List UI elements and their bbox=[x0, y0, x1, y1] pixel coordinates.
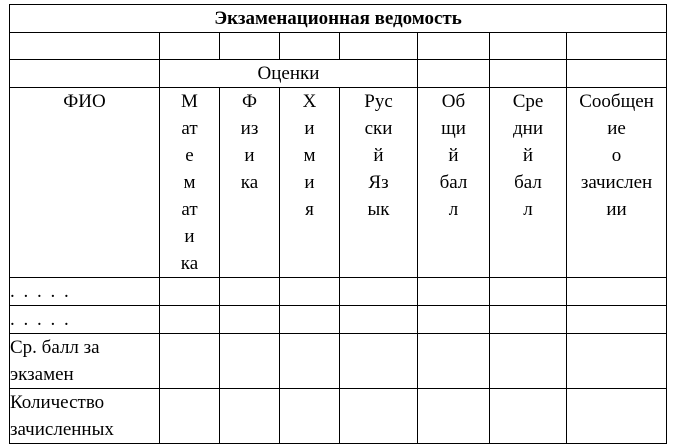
subject-header-line: ка bbox=[240, 172, 259, 193]
subject-header-line: Яз bbox=[368, 172, 389, 193]
subject-header-line: Х bbox=[302, 91, 317, 112]
subject-header-line: и bbox=[244, 145, 255, 166]
subject-header-line: ык bbox=[367, 199, 390, 220]
stat-cell bbox=[567, 389, 667, 444]
subject-header-total-score bbox=[418, 88, 490, 278]
subject-header-line: ка bbox=[180, 253, 199, 274]
stat-cell bbox=[490, 334, 567, 389]
subject-header-line: ие bbox=[607, 118, 626, 139]
subject-header-line: Ф bbox=[241, 91, 257, 112]
blank-cell bbox=[280, 33, 340, 60]
stat-cell bbox=[160, 389, 220, 444]
subject-header-line: л bbox=[448, 199, 459, 220]
student-placeholder: . . . . . bbox=[10, 306, 160, 334]
subject-header-line: ат bbox=[181, 199, 198, 220]
subject-header-line: м bbox=[183, 172, 196, 193]
subject-header-line: ски bbox=[364, 118, 393, 139]
grades-spacer-cell bbox=[10, 60, 160, 88]
subject-header-line: бал bbox=[514, 172, 542, 193]
grade-cell bbox=[280, 278, 340, 306]
stat-label-line: экзамен bbox=[10, 364, 74, 385]
grade-cell bbox=[418, 306, 490, 334]
blank-cell bbox=[418, 33, 490, 60]
subject-header-line: й bbox=[522, 145, 534, 166]
grade-cell bbox=[567, 278, 667, 306]
subject-header-math bbox=[160, 88, 220, 278]
stat-cell bbox=[220, 389, 280, 444]
exam-sheet-table bbox=[9, 4, 667, 444]
student-placeholder: . . . . . bbox=[10, 278, 160, 306]
subject-header-line: Об bbox=[441, 91, 466, 112]
enrolled-count-label bbox=[10, 389, 160, 444]
grade-cell bbox=[340, 278, 418, 306]
blank-cell bbox=[160, 33, 220, 60]
subject-header-line: й bbox=[373, 145, 384, 166]
grade-cell bbox=[418, 278, 490, 306]
subject-header-line: м bbox=[303, 145, 316, 166]
grades-spacer-cell bbox=[567, 60, 667, 88]
subject-header-line: дни bbox=[512, 118, 543, 139]
blank-cell bbox=[10, 33, 160, 60]
stat-cell bbox=[340, 334, 418, 389]
grade-cell bbox=[490, 306, 567, 334]
subject-header-average-score bbox=[490, 88, 567, 278]
subject-header-line: и bbox=[304, 118, 315, 139]
subject-header-line: й bbox=[448, 145, 459, 166]
grades-row bbox=[10, 60, 667, 88]
table-row bbox=[10, 306, 667, 334]
grade-cell bbox=[280, 306, 340, 334]
grade-cell bbox=[220, 306, 280, 334]
stat-label-line: зачисленных bbox=[10, 419, 114, 440]
subject-header-line: л bbox=[523, 199, 533, 220]
subject-header-line: и bbox=[304, 172, 315, 193]
grade-cell bbox=[220, 278, 280, 306]
grade-cell bbox=[490, 278, 567, 306]
stat-label-line: Ср. балл за bbox=[10, 337, 100, 358]
subject-header-line: М bbox=[181, 91, 198, 112]
stat-cell bbox=[160, 334, 220, 389]
subject-header-line: я bbox=[305, 199, 314, 220]
stat-cell bbox=[490, 389, 567, 444]
stat-cell bbox=[567, 334, 667, 389]
grades-label: Оценки bbox=[160, 60, 418, 88]
grades-spacer-cell bbox=[490, 60, 567, 88]
blank-cell bbox=[490, 33, 567, 60]
stats-row-enrolled bbox=[10, 389, 667, 444]
table-row bbox=[10, 278, 667, 306]
average-score-label bbox=[10, 334, 160, 389]
sheet-title: Экзаменационная ведомость bbox=[10, 5, 667, 33]
stat-cell bbox=[220, 334, 280, 389]
subject-header-line: бал bbox=[439, 172, 468, 193]
subject-header-line: Сре bbox=[512, 91, 544, 112]
blank-cell bbox=[340, 33, 418, 60]
subject-header-line: о bbox=[611, 145, 622, 166]
subject-header-russian bbox=[340, 88, 418, 278]
stat-cell bbox=[280, 389, 340, 444]
grade-cell bbox=[340, 306, 418, 334]
subject-header-enrollment-notice bbox=[567, 88, 667, 278]
subject-header-line: е bbox=[185, 145, 194, 166]
subject-header-line: зачислен bbox=[580, 172, 653, 193]
stat-cell bbox=[340, 389, 418, 444]
grade-cell bbox=[160, 306, 220, 334]
blank-row bbox=[10, 33, 667, 60]
grades-spacer-cell bbox=[418, 60, 490, 88]
stat-cell bbox=[280, 334, 340, 389]
grade-cell bbox=[567, 306, 667, 334]
stat-label-line: Количество bbox=[10, 392, 105, 413]
subject-header-line: Сообщен bbox=[579, 91, 654, 112]
subject-header-line: из bbox=[240, 118, 259, 139]
subject-header-physics bbox=[220, 88, 280, 278]
blank-cell bbox=[567, 33, 667, 60]
blank-cell bbox=[220, 33, 280, 60]
stat-cell bbox=[418, 334, 490, 389]
subject-header-line: ии bbox=[606, 199, 627, 220]
stats-row-average bbox=[10, 334, 667, 389]
subject-header-line: и bbox=[184, 226, 195, 247]
subject-header-chemistry bbox=[280, 88, 340, 278]
title-row bbox=[10, 5, 667, 33]
grade-cell bbox=[160, 278, 220, 306]
stat-cell bbox=[418, 389, 490, 444]
header-row bbox=[10, 88, 667, 278]
subject-header-line: Рус bbox=[364, 91, 393, 112]
subject-header-line: щи bbox=[441, 118, 466, 139]
fio-header: ФИО bbox=[10, 88, 160, 278]
subject-header-line: ат bbox=[181, 118, 198, 139]
